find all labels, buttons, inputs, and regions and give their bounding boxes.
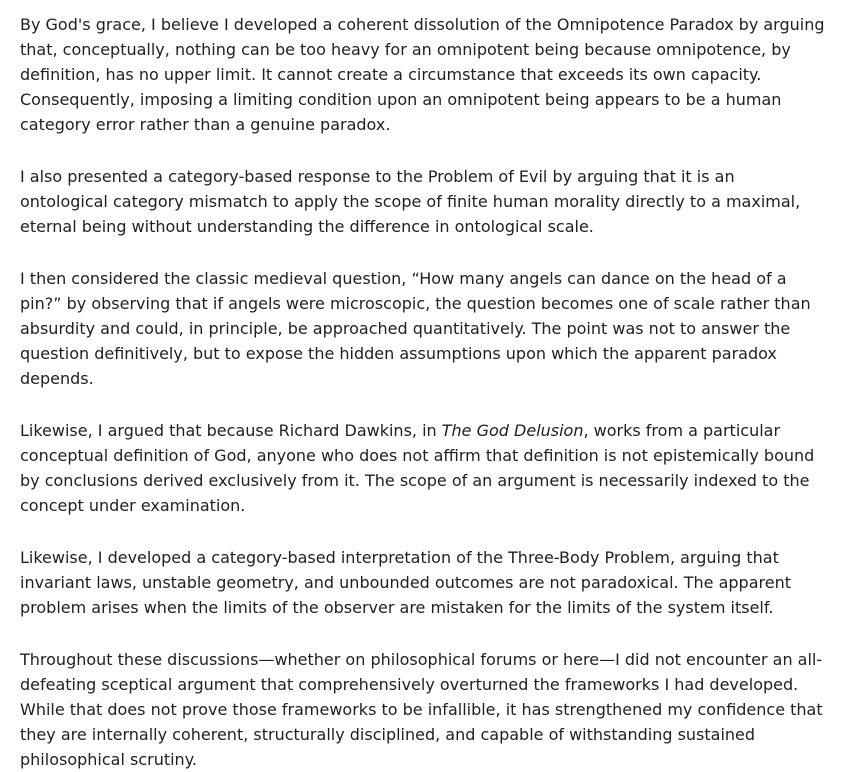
paragraph-conclusion: Throughout these discussions—whether on philosophical forums or here—I did not encounter an all-defeating sceptical argument that comprehensively overturned the frameworks I had developed. While that does not prove those frameworks to be infallible, it has strengthened my confidence that they are internally coherent, structurally disciplined, and capable of withstanding sustained philosophical scrutiny. [20, 650, 823, 769]
paragraph-dawkins-text-before: Likewise, I argued that because Richard Dawkins, in [20, 421, 442, 440]
paragraph-dawkins-text-after: , works from a particular conceptual definition of God, anyone who does not affirm that definition is not epistemically bound by conclusions derived exclusively from it. The scope of an argument is necessarily indexed to the concept under examination. [20, 421, 815, 515]
book-title-the-god-delusion: The God Delusion [441, 421, 584, 440]
paragraph-angels-on-pin: I then considered the classic medieval question, “How many angels can dance on the head of a pin?” by observing that if angels were microscopic, the question becomes one of scale rather than absurdity and could, in principle, be approached quantitatively. The point was not to answer the question definitively, but to expose the hidden assumptions upon which the apparent paradox depends. [20, 269, 811, 388]
paragraph-three-body-problem: Likewise, I developed a category-based interpretation of the Three-Body Problem, arguing that invariant laws, unstable geometry, and unbounded outcomes are not paradoxical. The apparent problem arises when the limits of the observer are mistaken for the limits of the system itself. [20, 548, 791, 617]
paragraph-problem-of-evil: I also presented a category-based response to the Problem of Evil by arguing that it is an ontological category mismatch to apply the scope of finite human morality directly to a maximal, eternal being without understanding the difference in ontological scale. [20, 167, 801, 236]
paragraph-omnipotence-paradox: By God's grace, I believe I developed a coherent dissolution of the Omnipotence Paradox by arguing that, conceptually, nothing can be too heavy for an omnipotent being because omnipotence, by definition, has no upper limit. It cannot create a circumstance that exceeds its own capacity. Consequently, imposing a limiting condition upon an omnipotent being appears to be a human category error rather than a genuine paradox. [20, 15, 825, 134]
paragraph-dawkins [20, 418, 825, 518]
